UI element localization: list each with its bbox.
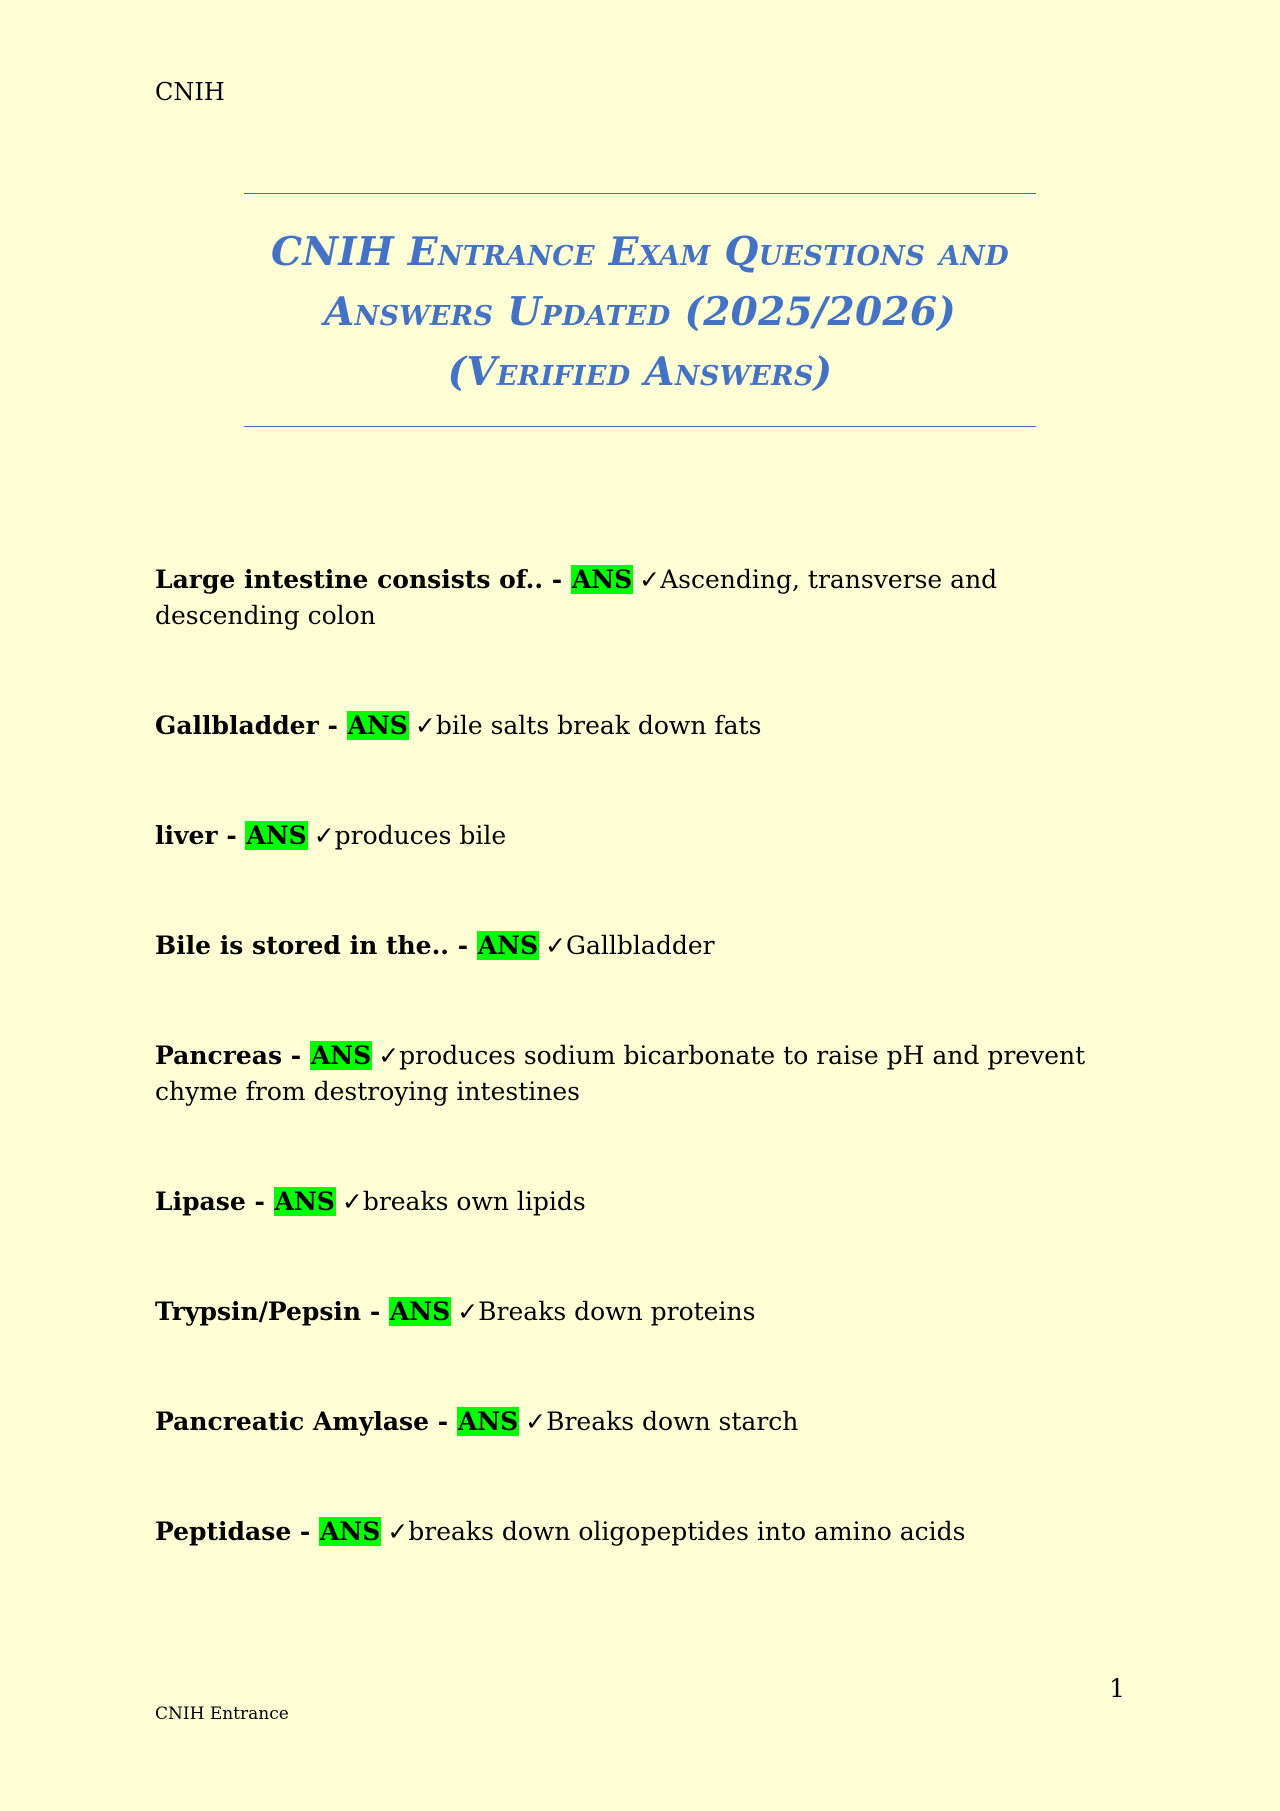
check-icon: ✓ xyxy=(414,711,436,740)
check-icon: ✓ xyxy=(387,1517,409,1546)
separator: - xyxy=(543,565,571,594)
page-footer: CNIH Entrance xyxy=(155,1704,289,1724)
separator: - xyxy=(217,821,246,850)
title-top-rule xyxy=(244,193,1036,194)
answer-text: Breaks down starch xyxy=(546,1407,799,1436)
qa-item xyxy=(155,1404,1105,1440)
answer-text: produces bile xyxy=(334,821,507,850)
answer-text: breaks own lipids xyxy=(362,1187,586,1216)
question-text: Peptidase xyxy=(155,1517,292,1546)
page-number: 1 xyxy=(1109,1674,1125,1703)
check-icon: ✓ xyxy=(378,1041,400,1070)
ans-tag: ANS xyxy=(571,565,633,594)
ans-tag: ANS xyxy=(246,821,307,850)
ans-tag: ANS xyxy=(320,1517,381,1546)
title-block xyxy=(244,193,1036,427)
qa-list xyxy=(155,562,1105,1624)
question-text: Pancreas xyxy=(155,1041,283,1070)
question-text: liver xyxy=(155,821,218,850)
check-icon: ✓ xyxy=(341,1187,363,1216)
answer-text: Gallbladder xyxy=(566,931,715,960)
qa-item xyxy=(155,1184,1105,1220)
qa-item xyxy=(155,1294,1105,1330)
check-icon: ✓ xyxy=(457,1297,479,1326)
qa-item xyxy=(155,1038,1105,1110)
question-text: Bile is stored in the.. xyxy=(155,931,449,960)
question-text: Large intestine consists of.. xyxy=(155,565,544,594)
answer-text: breaks down oligopeptides into amino acids xyxy=(408,1517,966,1546)
check-icon: ✓ xyxy=(639,565,661,594)
title-line-3: (Verified Answers) xyxy=(447,349,833,395)
title-bottom-rule xyxy=(244,426,1036,427)
answer-text: Ascending, transverse and descending colon xyxy=(155,565,998,630)
question-text: Lipase xyxy=(155,1187,246,1216)
qa-item xyxy=(155,818,1105,854)
qa-item xyxy=(155,708,1105,744)
ans-tag: ANS xyxy=(347,711,408,740)
question-text: Pancreatic Amylase xyxy=(155,1407,430,1436)
answer-text: bile salts break down fats xyxy=(435,711,762,740)
check-icon: ✓ xyxy=(545,931,567,960)
question-text: Trypsin/Pepsin xyxy=(155,1297,362,1326)
question-text: Gallbladder xyxy=(155,711,319,740)
separator: - xyxy=(291,1517,320,1546)
page-header: CNIH xyxy=(155,78,225,106)
answer-text: produces sodium bicarbonate to raise pH and prevent chyme from destroying intestines xyxy=(155,1041,1086,1106)
document-title xyxy=(244,222,1036,402)
check-icon: ✓ xyxy=(525,1407,547,1436)
qa-item xyxy=(155,562,1105,634)
separator: - xyxy=(429,1407,457,1436)
ans-tag: ANS xyxy=(389,1297,451,1326)
ans-tag: ANS xyxy=(477,931,539,960)
check-icon: ✓ xyxy=(313,821,335,850)
ans-tag: ANS xyxy=(274,1187,335,1216)
title-line-2: Answers Updated (2025/2026) xyxy=(323,289,957,335)
separator: - xyxy=(448,931,477,960)
separator: - xyxy=(245,1187,274,1216)
separator: - xyxy=(361,1297,389,1326)
separator: - xyxy=(282,1041,310,1070)
separator: - xyxy=(318,711,347,740)
ans-tag: ANS xyxy=(457,1407,519,1436)
title-line-1: CNIH Entrance Exam Questions and xyxy=(271,229,1009,275)
answer-text: Breaks down proteins xyxy=(478,1297,756,1326)
ans-tag: ANS xyxy=(310,1041,372,1070)
qa-item xyxy=(155,928,1105,964)
qa-item xyxy=(155,1514,1105,1550)
